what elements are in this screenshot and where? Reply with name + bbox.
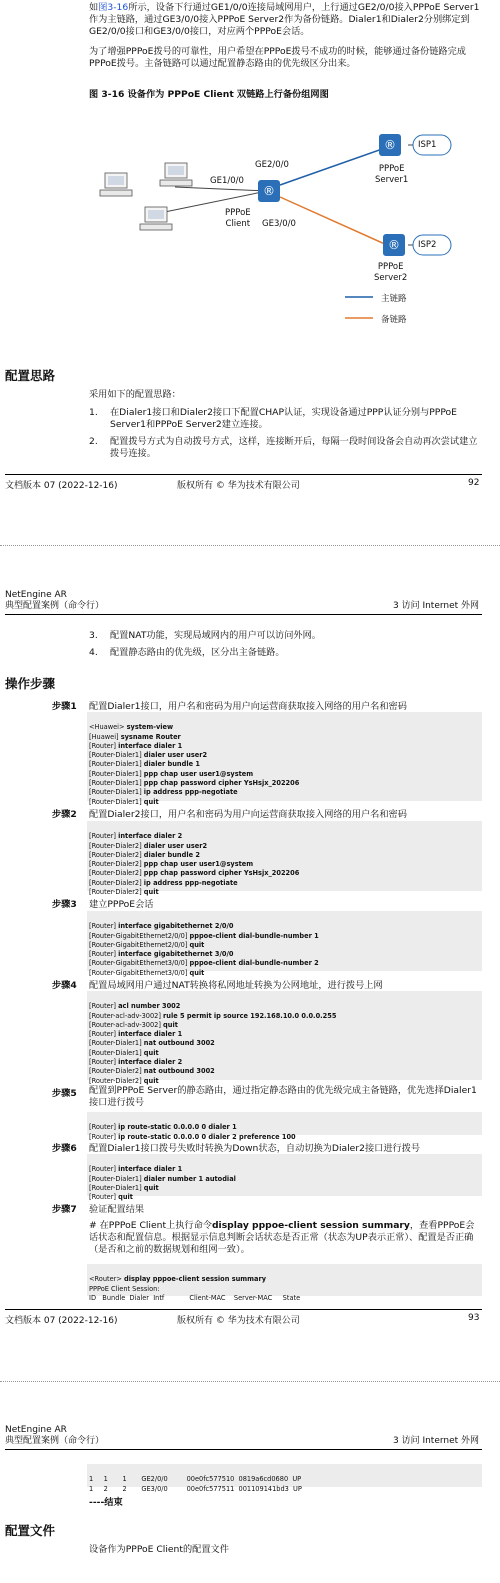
pc-icon — [100, 173, 132, 196]
ge2-label: GE2/0/0 — [255, 160, 289, 170]
verify-paragraph: # 在PPPoE Client上执行命令display pppoe-client session summary，查看PPPoE会话状态和配置信息。根据显示信息判断会话状态是否正常（状态为UP表示正常）、配置是否正确（是否和之前的数据规划和组网一致）。 — [89, 1220, 475, 1255]
figure-caption: 图 3-16 设备作为 PPPoE Client 双链路上行备份组网图 — [89, 89, 329, 100]
footer-version: 文档版本 07 (2022-12-16) — [5, 481, 118, 491]
code-block: <Router> display pppoe-client session summary PPPoE Client Session: ID Bundle Dialer Intf Client-MAC Server-MAC State — [87, 1264, 482, 1296]
link-lan — [175, 187, 267, 191]
config-intro: 设备作为PPPoE Client的配置文件 — [89, 1544, 229, 1555]
step-title: 建立PPPoE会话 — [89, 899, 154, 910]
list-number: 4. — [89, 647, 98, 658]
list-item: 配置静态路由的优先级，区分出主备链路。 — [110, 647, 285, 658]
footer-rule — [5, 474, 482, 475]
header-chapter: 3 访问 Internet 外网 — [393, 601, 480, 611]
step-title: 配置局域网用户通过NAT转换将私网地址转换为公网地址，进行拨号上网 — [89, 980, 383, 991]
step-label: 步骤7 — [52, 1204, 77, 1215]
ge1-label: GE1/0/0 — [210, 176, 244, 186]
intro-paragraph-1: 如图3-16所示，设备下行通过GE1/0/0连接局域网用户，上行通过GE2/0/0接入PPPoE Server1作为主链路，通过GE3/0/0接入PPPoE Server2作为备份链路。Dialer1和Dialer2分别绑定到GE2/0/0接口和GE3/0/0接口，对应两个PPPoE会话。 — [89, 2, 480, 37]
svg-text:®: ® — [384, 138, 396, 152]
svg-text:®: ® — [388, 238, 400, 252]
page-separator — [0, 545, 500, 546]
ge3-label: GE3/0/0 — [262, 219, 296, 229]
figure-link[interactable]: 图3-16 — [98, 2, 129, 13]
code-block: 1 1 1 GE2/0/0 00e0fc577510 0819a6cd0680 UP 1 2 2 GE3/0/0 00e0fc577511 001109141bd3 UP — [87, 1464, 482, 1487]
footer-page-number: 93 — [468, 1313, 480, 1323]
section-title-steps: 操作步骤 — [5, 676, 56, 691]
client-label: PPPoE Client — [225, 208, 251, 229]
code-block: [Router] interface gigabitethernet 2/0/0 [Router-GigabitEthernet2/0/0] pppoe-client dial-bundle-number 1 [Router-GigabitEthernet2/0/0] quit [Router] interface gigabitethernet 3/0/0 [Router-GigabitEthernet3/0/0] pppoe-client dial-bundle-number 2 [Router-GigabitEthernet3/0/0] quit — [87, 911, 482, 971]
code-block: [Router] ip route-static 0.0.0.0 0 dialer 1 [Router] ip route-static 0.0.0.0 0 dialer 2 preference 100 — [87, 1112, 482, 1135]
list-item: 配置拨号方式为自动拨号方式，这样，连接断开后，每隔一段时间设备会自动再次尝试建立拨号连接。 — [110, 436, 478, 459]
step-label: 步骤3 — [52, 899, 77, 910]
router-server2-icon — [383, 234, 405, 256]
isp2-label: ISP2 — [418, 240, 437, 250]
list-number: 1. — [89, 407, 98, 418]
server1-label: PPPoE Server1 — [375, 164, 409, 185]
header-rule — [5, 1449, 482, 1450]
header-rule — [5, 614, 482, 615]
step-label: 步骤2 — [52, 809, 77, 820]
section-title-ideas: 配置思路 — [5, 368, 56, 383]
router-client-icon — [258, 180, 280, 202]
list-item: 在Dialer1接口和Dialer2接口下配置CHAP认证，实现设备通过PPP认证分别与PPPoE Server1和PPPoE Server2建立连接。 — [110, 407, 457, 430]
code-block: [Router] interface dialer 2 [Router-Dialer2] dialer user user2 [Router-Dialer2] dialer bundle 2 [Router-Dialer2] ppp chap user user1@system [Router-Dialer2] ppp chap password cipher YsHsjx_202206 [Router-Dialer2] ip address ppp-negotiate [Router-Dialer2] quit — [87, 821, 482, 891]
legend-backup-label: 备链路 — [381, 315, 407, 325]
step-label: 步骤1 — [52, 701, 77, 712]
code-block: [Router] acl number 3002 [Router-acl-adv-3002] rule 5 permit ip source 192.168.10.0 0.0.0.255 [Router-acl-adv-3002] quit [Router] interface dialer 1 [Router-Dialer1] nat outbound 3002 [Router-Dialer1] quit [Router] interface dialer 2 [Router-Dialer2] nat outbound 3002 [Router-Dialer2] quit — [87, 991, 482, 1080]
network-diagram — [95, 125, 465, 335]
step-label: 步骤5 — [52, 1088, 77, 1099]
code-block: <Huawei> system-view [Huawei] sysname Router [Router] interface dialer 1 [Router-Dialer1] dialer user user2 [Router-Dialer1] dialer bundle 1 [Router-Dialer1] ppp chap user user1@system [Router-Dialer1] ppp chap password cipher YsHsjx_202206 [Router-Dialer1] ip address ppp-negotiate [Router-Dialer1] quit — [87, 712, 482, 801]
footer-rule — [5, 1309, 482, 1310]
svg-text:®: ® — [263, 184, 275, 198]
ideas-intro: 采用如下的配置思路： — [89, 389, 181, 400]
footer-copyright: 版权所有 © 华为技术有限公司 — [177, 1316, 300, 1326]
isp1-label: ISP1 — [418, 140, 437, 150]
step-title: 配置Dialer1接口，用户名和密码为用户向运营商获取接入网络的用户名和密码 — [89, 701, 407, 712]
step-title: 配置Dialer2接口，用户名和密码为用户向运营商获取接入网络的用户名和密码 — [89, 809, 407, 820]
list-item: 配置NAT功能，实现局域网内的用户可以访问外网。 — [110, 630, 321, 641]
step-title: 验证配置结果 — [89, 1204, 145, 1215]
pc-icon — [140, 207, 172, 230]
backup-link-line — [280, 197, 387, 245]
list-number: 2. — [89, 436, 98, 447]
section-title-config: 配置文件 — [5, 1523, 56, 1538]
server2-label: PPPoE Server2 — [374, 262, 408, 283]
header-product: NetEngine AR 典型配置案例（命令行） — [5, 590, 105, 611]
footer-version: 文档版本 07 (2022-12-16) — [5, 1316, 118, 1326]
list-number: 3. — [89, 630, 98, 641]
page-separator — [0, 1381, 500, 1382]
header-product: NetEngine AR 典型配置案例（命令行） — [5, 1425, 105, 1446]
pc-icon — [160, 163, 192, 186]
step-title: 配置到PPPoE Server的静态路由，通过指定静态路由的优先级完成主备链路，优先选择Dialer1接口进行拨号 — [89, 1085, 477, 1108]
router-server1-icon — [379, 134, 401, 156]
step-label: 步骤6 — [52, 1143, 77, 1154]
step-label: 步骤4 — [52, 980, 77, 991]
code-block: [Router] interface dialer 1 [Router-Dialer1] dialer number 1 autodial [Router-Dialer1] quit [Router] quit — [87, 1154, 482, 1196]
step-title: 配置Dialer1接口拨号失败时转换为Down状态，自动切换为Dialer2接口进行拨号 — [89, 1143, 421, 1154]
footer-page-number: 92 — [468, 478, 480, 488]
main-link-line — [280, 148, 385, 185]
end-mark: ----结束 — [89, 1497, 123, 1508]
intro-paragraph-2: 为了增强PPPoE拨号的可靠性，用户希望在PPPoE拨号不成功的时候，能够通过备份链路完成PPPoE拨号。主备链路可以通过配置静态路由的优先级区分出来。 — [89, 46, 466, 69]
header-chapter: 3 访问 Internet 外网 — [393, 1436, 480, 1446]
footer-copyright: 版权所有 © 华为技术有限公司 — [177, 481, 300, 491]
legend-main-label: 主链路 — [381, 294, 407, 304]
